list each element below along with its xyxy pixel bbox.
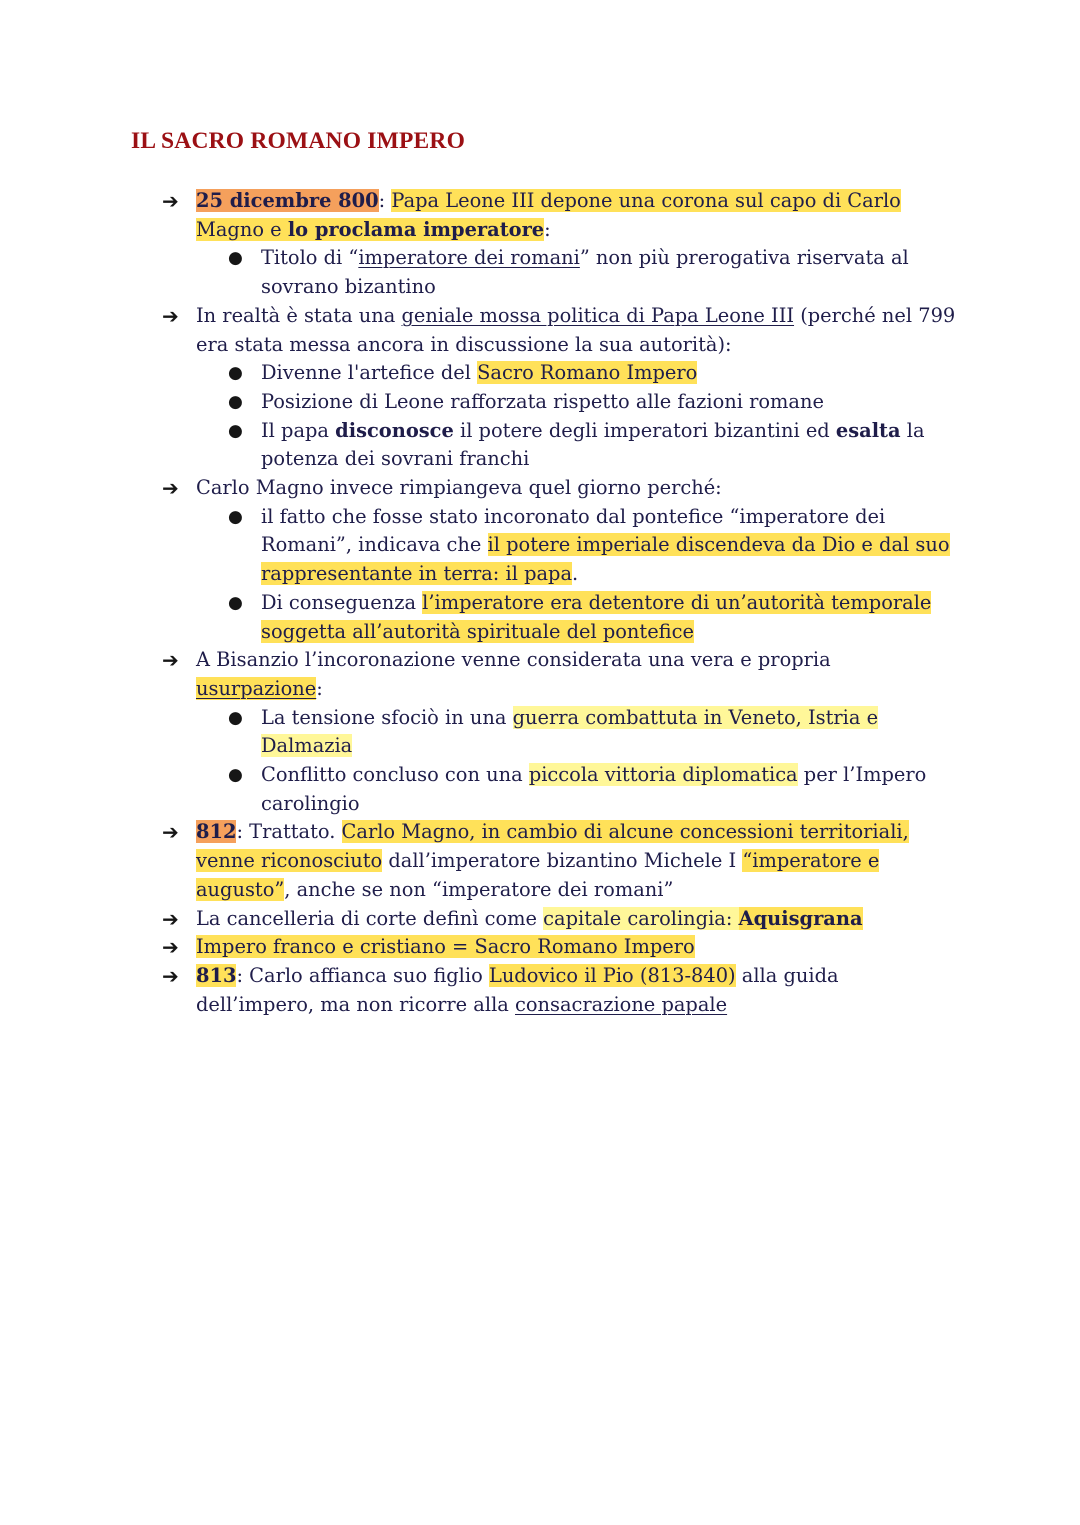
date-highlight: 813 [196, 963, 237, 987]
underlined-text: imperatore dei romani [358, 246, 580, 270]
sub-item: ● Divenne l'artefice del Sacro Romano Impero [196, 359, 962, 388]
text-highlight: guerra combattuta in Veneto, Istria e Dalmazia [261, 705, 879, 758]
underlined-text: consacrazione papale [515, 992, 728, 1016]
text-highlight: piccola vittoria diplomatica [528, 763, 798, 787]
underlined-text: geniale mossa politica di Papa Leone III [401, 303, 795, 327]
sub-item: ● Di conseguenza l’imperatore era detentore di un’autorità temporale soggetta all’autorità spirituale del pontefice [228, 590, 932, 643]
list-item: ➔ In realtà è stata una geniale mossa politica di Papa Leone III (perché nel 799 era stata messa ancora in discussione la sua autorità): ● Divenne l'artefice del Sacro Romano Impero ● Posizione di Leone rafforzata rispetto alle fazioni romane ● Il papa disconosce il potere degli imperatori bizantini ed esalta la potenza dei sovrani franchi [162, 302, 962, 474]
sub-list [196, 359, 962, 474]
list-item: ➔ 813: Carlo affianca suo figlio Ludovico il Pio (813-840) alla guida dell’impero, ma non ricorre alla consacrazione papale [162, 963, 839, 1016]
text-highlight: l’imperatore era detentore di un’autorità temporale soggetta all’autorità spirituale del pontefice [261, 590, 932, 643]
text-highlight: Aquisgrana [738, 906, 863, 930]
text-highlight: Papa Leone III depone una corona sul capo di Carlo Magno e lo proclama imperatore [196, 189, 901, 241]
text-highlight: “imperatore e augusto” [196, 849, 880, 901]
text-highlight: il potere imperiale discendeva da Dio e dal suo rappresentante in terra: il papa [261, 533, 950, 586]
bullet-icon: ● [228, 391, 243, 412]
item-text: 25 dicembre 800: Papa Leone III depone una corona sul capo di Carlo Magno e lo proclama imperatore: [196, 189, 901, 241]
arrow-icon: ➔ [162, 820, 179, 845]
sub-list [196, 704, 962, 819]
arrow-icon: ➔ [162, 935, 179, 960]
list-item [162, 187, 962, 302]
bullet-icon: ● [228, 363, 243, 384]
text-highlight: usurpazione [196, 676, 317, 700]
sub-item: ● il fatto che fosse stato incoronato dal pontefice “imperatore dei Romani”, indicava che il potere imperiale discendeva da Dio e dal suo rappresentante in terra: il papa. [228, 504, 950, 586]
arrow-icon: ➔ [162, 189, 179, 213]
arrow-icon: ➔ [162, 648, 179, 673]
text-highlight: Impero franco e cristiano = Sacro Romano Impero [196, 935, 695, 959]
list-item [162, 933, 962, 962]
date-highlight: 812 [196, 820, 237, 844]
list-item: ➔ Carlo Magno invece rimpiangeva quel giorno perché: ● il fatto che fosse stato incoronato dal pontefice “imperatore dei Romani”, indicava che il potere imperiale discendeva da Dio e dal suo rappresentante in terra: il papa. ● Di conseguenza l’imperatore era detentore di un’autorità temporale soggetta all’autorità spirituale del pontefice [162, 474, 962, 646]
sub-list [196, 244, 962, 301]
bullet-icon: ● [228, 248, 243, 269]
text-highlight: Sacro Romano Impero [477, 361, 698, 385]
arrow-icon: ➔ [162, 963, 179, 988]
list-item: ➔ A Bisanzio l’incoronazione venne considerata una vera e propria usurpazione: ● La tensione sfociò in una guerra combattuta in Veneto, Istria e Dalmazia ● Conflitto concluso con una piccola vittoria diplomatica per l’Impero carolingio [162, 646, 962, 818]
sub-item: ● Posizione di Leone rafforzata rispetto alle fazioni romane [196, 388, 962, 417]
arrow-icon: ➔ [162, 476, 179, 501]
sub-item: ● La tensione sfociò in una guerra combattuta in Veneto, Istria e Dalmazia [228, 705, 879, 758]
bullet-icon: ● [228, 506, 243, 527]
sub-item: ● Il papa disconosce il potere degli imperatori bizantini ed esalta la potenza dei sovrani franchi [228, 418, 925, 471]
bullet-icon: ● [228, 592, 243, 613]
list-item: ➔ 812: Trattato. Carlo Magno, in cambio di alcune concessioni territoriali, venne riconosciuto dall’imperatore bizantino Michele I “imperatore e augusto”, anche se non “imperatore dei romani” [162, 820, 909, 901]
page-title: IL SACRO ROMANO IMPERO [131, 128, 466, 154]
date-highlight: 25 dicembre 800 [196, 189, 379, 212]
list-item: ➔ La cancelleria di corte definì come capitale carolingia: Aquisgrana [162, 905, 962, 934]
bullet-icon: ● [228, 420, 243, 441]
sub-item: ● Titolo di “imperatore dei romani” non più prerogativa riservata al sovrano bizantino [228, 246, 909, 299]
arrow-icon: ➔ [162, 303, 179, 328]
bullet-icon: ● [228, 707, 243, 728]
text-highlight: Ludovico il Pio (813-840) [488, 963, 736, 987]
notes-list [162, 187, 962, 1019]
arrow-icon: ➔ [162, 906, 179, 931]
text-highlight: Carlo Magno, in cambio di alcune concessioni territoriali, venne riconosciuto [196, 820, 909, 873]
text-highlight: capitale carolingia: [543, 906, 739, 930]
sub-item: ● Conflitto concluso con una piccola vittoria diplomatica per l’Impero carolingio [228, 763, 927, 815]
bullet-icon: ● [228, 765, 243, 786]
sub-list [196, 503, 962, 647]
